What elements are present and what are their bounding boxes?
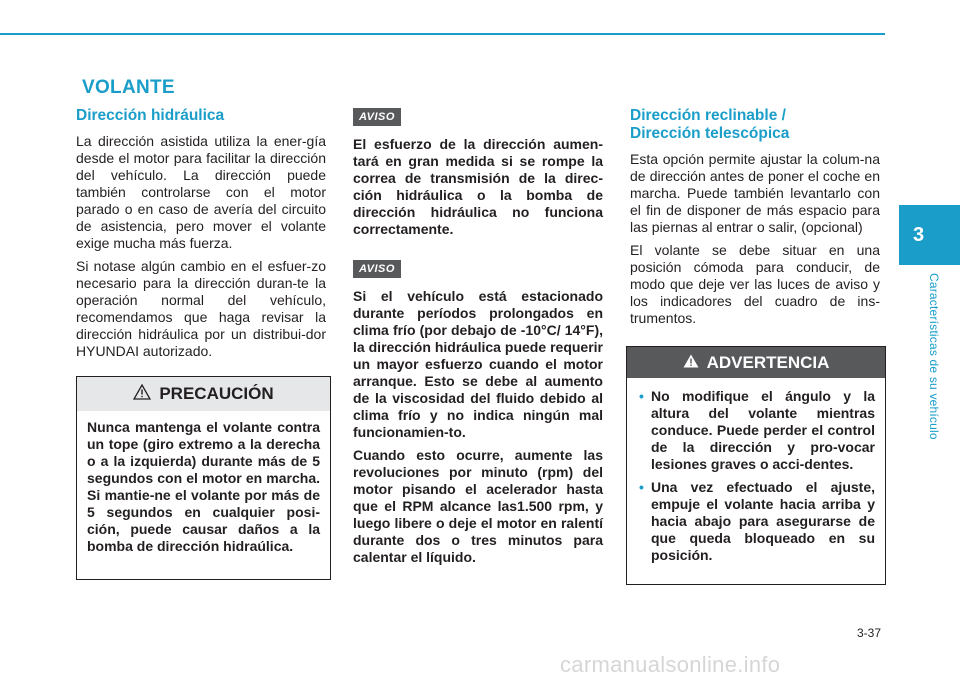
watermark: carmanualsonline.info (560, 652, 781, 677)
column-notices (353, 107, 603, 572)
top-rule (0, 33, 885, 35)
section-title: VOLANTE (82, 77, 175, 98)
column-tilt-telescopic (630, 107, 880, 333)
power-steering-paragraph-2: Si notase algún cambio en el esfuer-zo necesario para la dirección duran-te la operación normal del vehículo, recomendamos que haga revisar la dirección hidráulica por un distribui-dor HYUNDAI autorizado. (76, 258, 326, 359)
power-steering-paragraph-1: La dirección asistida utiliza la ener-gía desde el motor para facilitar la dirección del vehículo. La dirección puede también controlarse con el motor parado o en caso de avería del circuito de asistencia, pero mover el volante exige mucha más fuerza. (76, 133, 326, 251)
caution-header (77, 377, 330, 411)
warning-body (627, 378, 885, 564)
notice-2-paragraph-1: Si el vehículo está estacionado durante períodos prolongados en clima frío (por debajo de -10°C/ 14°F), la dirección hidráulica puede requerir un mayor esfuerzo cuando el motor arranque. Esto se debe al aumento de la viscosidad del fluido debido al clima frío y no indica ningún mal funcionamien-to. (353, 288, 603, 440)
warning-list-item: • No modifique el ángulo y la altura del volante mientras conduce. Puede perder el control de la dirección y pro-vocar lesiones graves o acci-dentes. (641, 388, 875, 473)
tilt-paragraph-2: El volante se debe situar en una posición cómoda para conducir, de modo que deje ver las luces de aviso y los indicadores del cuadro de ins-trumentos. (630, 242, 880, 326)
caution-text: Nunca mantenga el volante contra un tope (giro extremo a la derecha o a la izquierda) durante más de 5 segundos con el motor en marcha. Si mantie-ne el volante por más de 5 segundos en cualquier posi-ción, puede causar daños a la bomba de dirección hidraúlica. (87, 419, 320, 554)
page-number: 3-37 (857, 626, 882, 640)
tilt-heading-line-1: Dirección reclinable / (630, 107, 786, 124)
tilt-telescopic-heading (630, 107, 880, 143)
warning-list (641, 388, 875, 564)
warning-list-item: • Una vez efectuado el ajuste, empuje el volante hacia arriba y hacia abajo para asegurarse de que queda bloqueado en su posición. (641, 479, 875, 564)
notice-2-paragraph-2: Cuando esto ocurre, aumente las revoluciones por minuto (rpm) del motor pisando el acelerador hasta que el RPM alcance las1.500 rpm, y luego libere o deje el motor en ralentí durante dos o tres minutos para calentar el líquido. (353, 447, 603, 565)
caution-title: PRECAUCIÓN (159, 384, 274, 403)
warning-box (626, 346, 886, 585)
warning-title: ADVERTENCIA (706, 352, 830, 372)
power-steering-heading: Dirección hidráulica (76, 107, 225, 124)
warning-triangle-icon (683, 353, 699, 373)
caution-box (76, 376, 331, 580)
notice-badge: AVISO (353, 260, 401, 278)
chapter-side-label: Características de su vehículo (927, 273, 941, 440)
chapter-tab: 3 (899, 205, 960, 265)
column-power-steering (76, 107, 326, 366)
notice-badge: AVISO (353, 108, 401, 126)
tilt-paragraph-1: Esta opción permite ajustar la colum-na de dirección antes de poner el coche en marcha. Puede también levantarlo con el fin de disponer de más espacio para las piernas al entrar o salir, (opcional) (630, 151, 880, 235)
warning-triangle-icon (133, 384, 151, 405)
tilt-heading-line-2: Dirección telescópica (630, 125, 790, 142)
notice-1-text: El esfuerzo de la dirección aumen-tará en gran medida si se rompe la correa de transmisión de la direc-ción hidráulica o la bomba de dirección hidráulica no funciona correctamente. (353, 136, 603, 237)
warning-header (627, 347, 885, 378)
